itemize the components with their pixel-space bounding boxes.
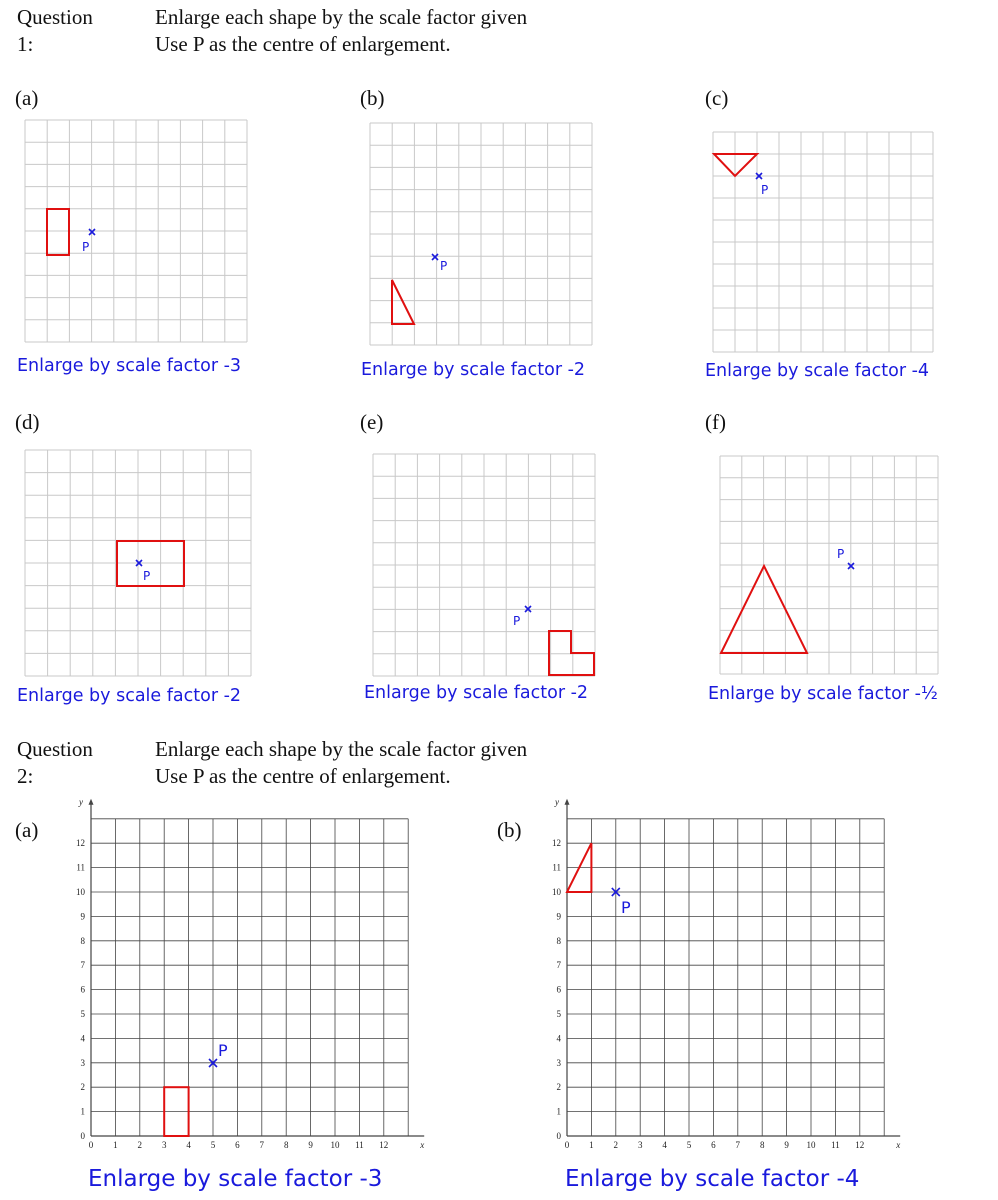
y-tick-label: 9 [556,911,561,922]
x-tick-label: 3 [637,1140,643,1150]
caption-f: Enlarge by scale factor -½ [708,684,938,704]
grid-b [370,123,592,345]
x-tick-label: 2 [613,1140,619,1150]
grid-lines [720,456,938,674]
x-tick-label: 9 [784,1140,789,1150]
x-tick-label: 5 [686,1140,692,1150]
coordinate-grid-a [60,796,425,1160]
x-tick-label: 7 [259,1140,265,1150]
x-tick-label: 1 [113,1140,118,1150]
coordinate-grid-b [536,796,901,1160]
y-tick-label: 2 [556,1082,561,1093]
y-axis-arrow-icon [565,799,570,805]
triangle-shape [392,280,414,324]
part-c-label: (c) [705,86,729,110]
y-tick-label: 5 [556,1009,561,1019]
x-axis-label: x [896,1140,901,1150]
y-axis-label: y [79,796,83,807]
point-p-label: P [621,898,631,917]
x-tick-label: 3 [161,1140,167,1150]
grid-lines [370,123,592,345]
q2-part-b-label: (b) [497,818,522,842]
axis-labels [76,797,424,1150]
x-tick-label: 6 [235,1140,240,1150]
rectangle-shape [47,209,69,255]
x-tick-label: 8 [283,1140,289,1150]
question-2-instruction: Enlarge each shape by the scale factor given [155,737,528,761]
grid-lines [565,799,901,1136]
question-2-label: Question 2: [17,737,93,788]
y-axis-label: y [555,796,559,807]
point-p-label: P [761,183,769,197]
y-tick-label: 12 [552,838,561,849]
x-tick-label: 11 [355,1140,364,1150]
x-tick-label: 7 [735,1140,741,1150]
point-p-label: P [218,1041,228,1060]
question-1-instruction-2: Use P as the centre of enlargement. [155,32,451,56]
caption-b: Enlarge by scale factor -2 [361,360,586,380]
y-tick-label: 11 [552,862,561,873]
y-tick-label: 2 [80,1082,85,1093]
y-tick-label: 1 [80,1106,85,1117]
y-tick-label: 8 [556,935,561,946]
part-a-label: (a) [15,86,39,110]
x-tick-label: 11 [831,1140,840,1150]
y-tick-label: 6 [556,984,561,995]
x-tick-label: 10 [806,1140,816,1150]
x-tick-label: 0 [564,1140,570,1150]
x-axis-label: x [420,1140,425,1150]
y-tick-label: 7 [80,960,85,971]
caption-c: Enlarge by scale factor -4 [705,361,930,381]
centre-cross-icon [432,254,438,260]
y-tick-label: 7 [556,960,561,971]
x-tick-label: 6 [711,1140,716,1150]
y-tick-label: 0 [80,1131,85,1141]
y-tick-label: 3 [80,1057,85,1068]
x-tick-label: 5 [210,1140,216,1150]
x-tick-label: 9 [308,1140,313,1150]
x-tick-label: 8 [759,1140,765,1150]
grid-lines [25,120,247,342]
q2-caption-a: Enlarge by scale factor -3 [88,1166,383,1192]
y-tick-label: 9 [80,911,85,922]
point-p-label: P [440,259,448,273]
part-b-label: (b) [360,86,385,110]
q2-caption-b: Enlarge by scale factor -4 [565,1166,860,1192]
y-tick-label: 4 [80,1033,85,1044]
question-1-label: Question 1: [17,5,93,56]
part-e-label: (e) [360,410,384,434]
question-1-instruction: Enlarge each shape by the scale factor given [155,5,528,29]
l-shape-outline [549,631,594,675]
y-tick-label: 6 [80,984,85,995]
x-tick-label: 10 [330,1140,340,1150]
y-tick-label: 3 [556,1057,561,1068]
caption-a: Enlarge by scale factor -3 [17,356,242,376]
caption-d: Enlarge by scale factor -2 [17,686,242,706]
grid-d [25,450,251,676]
y-tick-label: 10 [76,887,85,897]
x-tick-label: 4 [662,1140,667,1150]
y-axis-arrow-icon [89,799,94,805]
y-tick-label: 1 [556,1106,561,1117]
point-p-label: P [143,569,151,583]
axis-labels [552,797,900,1150]
q2-part-a-label: (a) [15,818,39,842]
part-d-label: (d) [15,410,40,434]
grid-f [720,456,938,674]
y-tick-label: 0 [556,1131,561,1141]
y-tick-label: 4 [556,1033,561,1044]
y-tick-label: 11 [76,862,85,873]
y-tick-label: 8 [80,935,85,946]
point-p-label: P [82,240,90,254]
x-tick-label: 12 [855,1140,865,1150]
question-2-instruction-2: Use P as the centre of enlargement. [155,764,451,788]
x-tick-label: 2 [137,1140,143,1150]
x-tick-label: 0 [88,1140,94,1150]
x-tick-label: 1 [589,1140,594,1150]
caption-e: Enlarge by scale factor -2 [364,683,589,703]
grid-lines [89,799,425,1136]
y-tick-label: 12 [76,838,85,849]
grid-c [713,132,933,352]
point-p-label: P [513,614,521,628]
grid-a [25,120,247,342]
part-f-label: (f) [705,410,726,434]
point-p-label: P [837,547,845,561]
y-tick-label: 5 [80,1009,85,1019]
grid-lines [373,454,595,676]
grid-e [373,454,595,676]
y-tick-label: 10 [552,887,561,897]
x-tick-label: 12 [379,1140,389,1150]
x-tick-label: 4 [186,1140,191,1150]
